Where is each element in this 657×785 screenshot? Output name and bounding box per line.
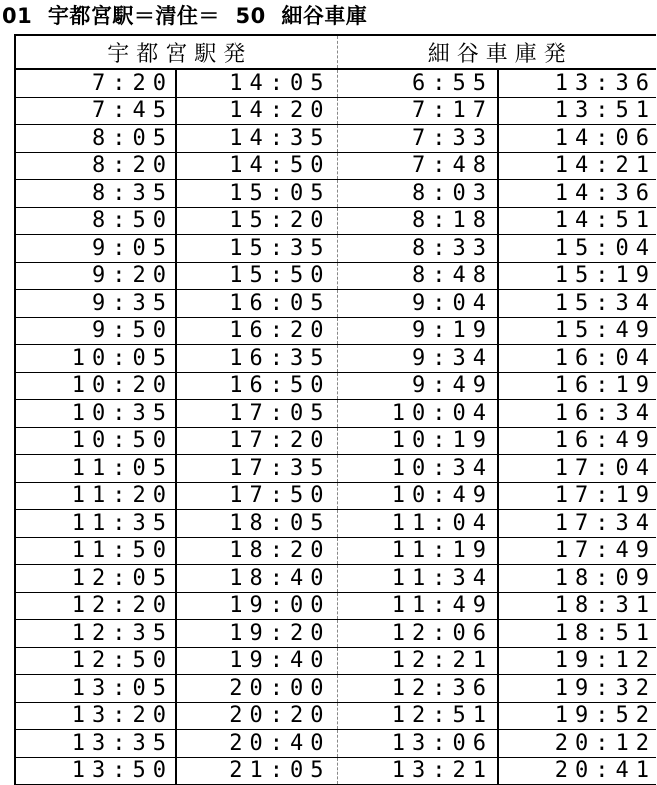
table-row (15, 317, 656, 345)
departure-time-utsunomiya-am: 8:20 (15, 152, 176, 180)
departure-time-hosoya-am: 11:04 (337, 510, 498, 538)
departure-time-utsunomiya-pm: 20:40 (176, 730, 337, 758)
departure-time-hosoya-pm: 17:34 (498, 510, 656, 538)
departure-time-hosoya-pm: 18:51 (498, 620, 656, 648)
departure-time-utsunomiya-pm: 15:20 (176, 207, 337, 235)
table-row (15, 125, 656, 153)
departure-time-hosoya-pm: 14:51 (498, 207, 656, 235)
departure-time-utsunomiya-am: 7:20 (15, 69, 176, 97)
departure-time-hosoya-am: 11:19 (337, 537, 498, 565)
departure-time-utsunomiya-pm: 15:50 (176, 262, 337, 290)
departure-time-hosoya-am: 9:19 (337, 317, 498, 345)
departure-time-utsunomiya-am: 13:50 (15, 757, 176, 785)
departure-time-utsunomiya-am: 10:05 (15, 345, 176, 373)
departure-time-hosoya-am: 9:04 (337, 290, 498, 318)
departure-time-hosoya-pm: 15:49 (498, 317, 656, 345)
departure-time-utsunomiya-pm: 19:40 (176, 647, 337, 675)
departure-time-utsunomiya-am: 11:20 (15, 482, 176, 510)
table-row (15, 235, 656, 263)
departure-time-hosoya-am: 11:49 (337, 592, 498, 620)
table-row (15, 290, 656, 318)
departure-time-hosoya-pm: 19:32 (498, 675, 656, 703)
departure-time-hosoya-am: 12:51 (337, 702, 498, 730)
departure-time-hosoya-am: 8:48 (337, 262, 498, 290)
table-row (15, 69, 656, 97)
departure-time-utsunomiya-pm: 17:05 (176, 400, 337, 428)
departure-time-hosoya-pm: 20:12 (498, 730, 656, 758)
table-row (15, 262, 656, 290)
departure-time-utsunomiya-pm: 21:05 (176, 757, 337, 785)
departure-time-utsunomiya-am: 11:05 (15, 455, 176, 483)
departure-time-utsunomiya-pm: 19:20 (176, 620, 337, 648)
departure-time-utsunomiya-pm: 17:20 (176, 427, 337, 455)
table-row (15, 152, 656, 180)
table-row (15, 537, 656, 565)
departure-time-hosoya-pm: 13:36 (498, 69, 656, 97)
departure-time-hosoya-am: 13:06 (337, 730, 498, 758)
table-row (15, 207, 656, 235)
departure-time-utsunomiya-pm: 16:50 (176, 372, 337, 400)
departure-time-utsunomiya-am: 12:50 (15, 647, 176, 675)
table-row (15, 647, 656, 675)
departure-time-hosoya-am: 11:34 (337, 565, 498, 593)
departure-time-utsunomiya-pm: 14:50 (176, 152, 337, 180)
departure-time-hosoya-pm: 16:19 (498, 372, 656, 400)
departure-time-utsunomiya-pm: 18:20 (176, 537, 337, 565)
departure-time-hosoya-am: 7:17 (337, 97, 498, 125)
table-row (15, 510, 656, 538)
departure-time-utsunomiya-pm: 18:40 (176, 565, 337, 593)
departure-time-hosoya-pm: 20:41 (498, 757, 656, 785)
departure-time-utsunomiya-am: 10:35 (15, 400, 176, 428)
departure-time-hosoya-pm: 18:09 (498, 565, 656, 593)
departure-time-utsunomiya-am: 8:50 (15, 207, 176, 235)
departure-time-hosoya-am: 10:49 (337, 482, 498, 510)
departure-time-hosoya-pm: 13:51 (498, 97, 656, 125)
route-number-50: 50 (235, 4, 266, 28)
departure-time-utsunomiya-pm: 15:35 (176, 235, 337, 263)
table-row (15, 702, 656, 730)
departure-time-hosoya-pm: 17:19 (498, 482, 656, 510)
departure-time-hosoya-am: 6:55 (337, 69, 498, 97)
departure-time-utsunomiya-pm: 17:50 (176, 482, 337, 510)
departure-time-utsunomiya-am: 9:35 (15, 290, 176, 318)
departure-time-hosoya-am: 8:18 (337, 207, 498, 235)
timetable (14, 34, 656, 785)
table-row (15, 345, 656, 373)
departure-time-hosoya-pm: 17:49 (498, 537, 656, 565)
departure-time-hosoya-pm: 14:06 (498, 125, 656, 153)
table-row (15, 565, 656, 593)
table-row (15, 180, 656, 208)
departure-time-hosoya-am: 9:49 (337, 372, 498, 400)
departure-time-utsunomiya-am: 12:35 (15, 620, 176, 648)
departure-time-utsunomiya-am: 13:20 (15, 702, 176, 730)
departure-time-hosoya-pm: 17:04 (498, 455, 656, 483)
departure-time-hosoya-pm: 15:19 (498, 262, 656, 290)
departure-time-utsunomiya-am: 7:45 (15, 97, 176, 125)
table-row (15, 730, 656, 758)
departure-time-hosoya-am: 12:36 (337, 675, 498, 703)
departure-time-utsunomiya-am: 9:05 (15, 235, 176, 263)
departure-time-utsunomiya-am: 11:50 (15, 537, 176, 565)
departure-time-hosoya-pm: 15:34 (498, 290, 656, 318)
departure-time-utsunomiya-am: 11:35 (15, 510, 176, 538)
timetable-title (2, 1, 367, 31)
departure-time-hosoya-pm: 14:21 (498, 152, 656, 180)
departure-time-hosoya-am: 8:33 (337, 235, 498, 263)
departure-time-utsunomiya-am: 8:35 (15, 180, 176, 208)
departure-time-hosoya-pm: 16:04 (498, 345, 656, 373)
departure-time-hosoya-am: 10:34 (337, 455, 498, 483)
departure-time-hosoya-am: 7:48 (337, 152, 498, 180)
departure-time-utsunomiya-pm: 17:35 (176, 455, 337, 483)
departure-time-utsunomiya-pm: 20:00 (176, 675, 337, 703)
departure-time-hosoya-am: 7:33 (337, 125, 498, 153)
table-row (15, 592, 656, 620)
departure-time-utsunomiya-am: 9:50 (15, 317, 176, 345)
departure-time-utsunomiya-am: 13:05 (15, 675, 176, 703)
departure-time-hosoya-am: 8:03 (337, 180, 498, 208)
table-row (15, 427, 656, 455)
title-stops: 宇都宮駅＝清住＝ (47, 4, 220, 28)
departure-time-utsunomiya-pm: 16:20 (176, 317, 337, 345)
departure-time-utsunomiya-am: 13:35 (15, 730, 176, 758)
table-row (15, 97, 656, 125)
departure-time-hosoya-am: 12:06 (337, 620, 498, 648)
departure-time-hosoya-pm: 14:36 (498, 180, 656, 208)
departure-time-utsunomiya-am: 9:20 (15, 262, 176, 290)
departure-time-utsunomiya-am: 10:50 (15, 427, 176, 455)
route-number-01: 01 (2, 4, 33, 28)
departure-time-utsunomiya-pm: 16:35 (176, 345, 337, 373)
table-row (15, 455, 656, 483)
departure-time-utsunomiya-pm: 16:05 (176, 290, 337, 318)
departure-time-hosoya-am: 10:04 (337, 400, 498, 428)
departure-time-utsunomiya-pm: 14:05 (176, 69, 337, 97)
table-row (15, 400, 656, 428)
table-row (15, 482, 656, 510)
departure-time-hosoya-pm: 19:52 (498, 702, 656, 730)
departure-time-hosoya-pm: 15:04 (498, 235, 656, 263)
departure-time-hosoya-am: 9:34 (337, 345, 498, 373)
timetable-body (15, 69, 656, 785)
departure-time-utsunomiya-am: 12:20 (15, 592, 176, 620)
table-row (15, 675, 656, 703)
header-row (15, 35, 656, 69)
table-row (15, 372, 656, 400)
departure-time-hosoya-pm: 18:31 (498, 592, 656, 620)
departure-time-hosoya-am: 13:21 (337, 757, 498, 785)
departure-time-hosoya-pm: 19:12 (498, 647, 656, 675)
departure-time-hosoya-pm: 16:34 (498, 400, 656, 428)
departure-time-utsunomiya-pm: 15:05 (176, 180, 337, 208)
title-destination: 細谷車庫 (281, 4, 368, 28)
table-row (15, 620, 656, 648)
departure-time-hosoya-am: 10:19 (337, 427, 498, 455)
departure-time-utsunomiya-pm: 14:20 (176, 97, 337, 125)
departure-time-utsunomiya-pm: 14:35 (176, 125, 337, 153)
departure-time-utsunomiya-pm: 18:05 (176, 510, 337, 538)
departure-time-utsunomiya-pm: 20:20 (176, 702, 337, 730)
header-utsunomiya-departures: 宇 都 宮 駅 発 (15, 35, 337, 69)
departure-time-hosoya-am: 12:21 (337, 647, 498, 675)
departure-time-utsunomiya-am: 10:20 (15, 372, 176, 400)
departure-time-utsunomiya-am: 8:05 (15, 125, 176, 153)
departure-time-hosoya-pm: 16:49 (498, 427, 656, 455)
departure-time-utsunomiya-am: 12:05 (15, 565, 176, 593)
header-hosoya-departures: 細 谷 車 庫 発 (337, 35, 656, 69)
departure-time-utsunomiya-pm: 19:00 (176, 592, 337, 620)
